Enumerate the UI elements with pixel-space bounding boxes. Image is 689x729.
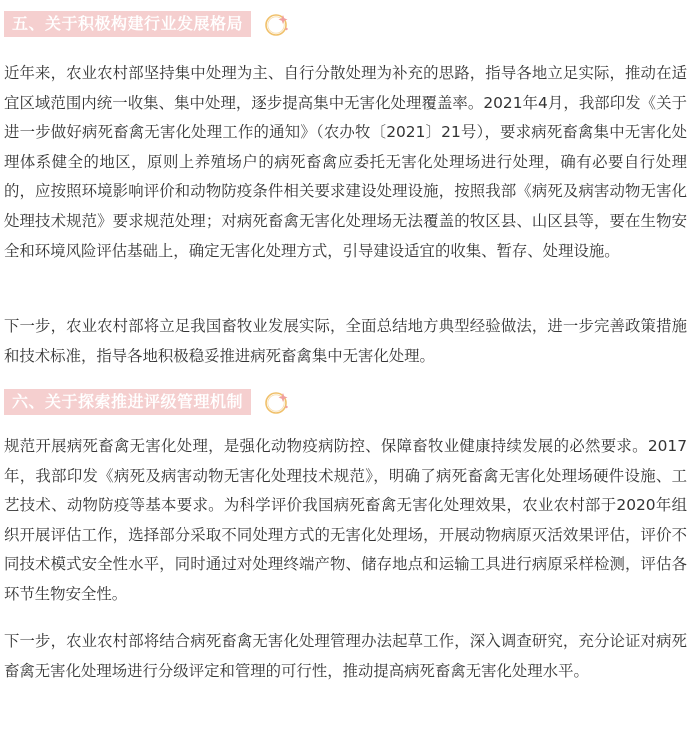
section-heading-6 (4, 386, 291, 418)
section-heading-label: 六、关于探索推进评级管理机制 (4, 389, 251, 415)
section-heading-label: 五、关于积极构建行业发展格局 (4, 11, 251, 37)
paragraph: 近年来，农业农村部坚持集中处理为主、自行分散处理为补充的思路，指导各地立足实际，推动在适宜区域范围内统一收集、集中处理，逐步提高集中无害化处理覆盖率。2021年4月，我部印发《关于进一步做好病死畜禽无害化处理工作的通知》（农办牧〔2021〕21号），要求病死畜禽集中无害化处理体系健全的地区，原则上养殖场户的病死畜禽应委托无害化处理场进行处理，确有必要自行处理的，应按照环境影响评价和动物防疫条件相关要求建设处理设施，按照我部《病死及病害动物无害化处理技术规范》要求规范处理；对病死畜禽无害化处理场无法覆盖的牧区县、山区县等，要在生物安全和环境风险评估基础上，确定无害化处理方式，引导建设适宜的收集、暂存、处理设施。 (4, 64, 687, 260)
section-heading-5 (4, 8, 291, 40)
paragraph: 下一步，农业农村部将立足我国畜牧业发展实际，全面总结地方典型经验做法，进一步完善政策措施和技术标准，指导各地积极稳妥推进病死畜禽集中无害化处理。 (4, 317, 687, 365)
sparkle-ring-icon (261, 9, 291, 39)
sparkle-ring-icon (261, 387, 291, 417)
paragraph: 下一步，农业农村部将结合病死畜禽无害化处理管理办法起草工作，深入调查研究，充分论证对病死畜禽无害化处理场进行分级评定和管理的可行性，推动提高病死畜禽无害化处理水平。 (4, 632, 687, 680)
paragraph: 规范开展病死畜禽无害化处理，是强化动物疫病防控、保障畜牧业健康持续发展的必然要求。2017年，我部印发《病死及病害动物无害化处理技术规范》，明确了病死畜禽无害化处理场硬件设施、工艺技术、动物防疫等基本要求。为科学评价我国病死畜禽无害化处理效果，农业农村部于2020年组织开展评估工作，选择部分采取不同处理方式的无害化处理场，开展动物病原灭活效果评估，评价不同技术模式安全性水平，同时通过对处理终端产物、储存地点和运输工具进行病原采样检测，评估各环节生物安全性。 (4, 437, 687, 603)
